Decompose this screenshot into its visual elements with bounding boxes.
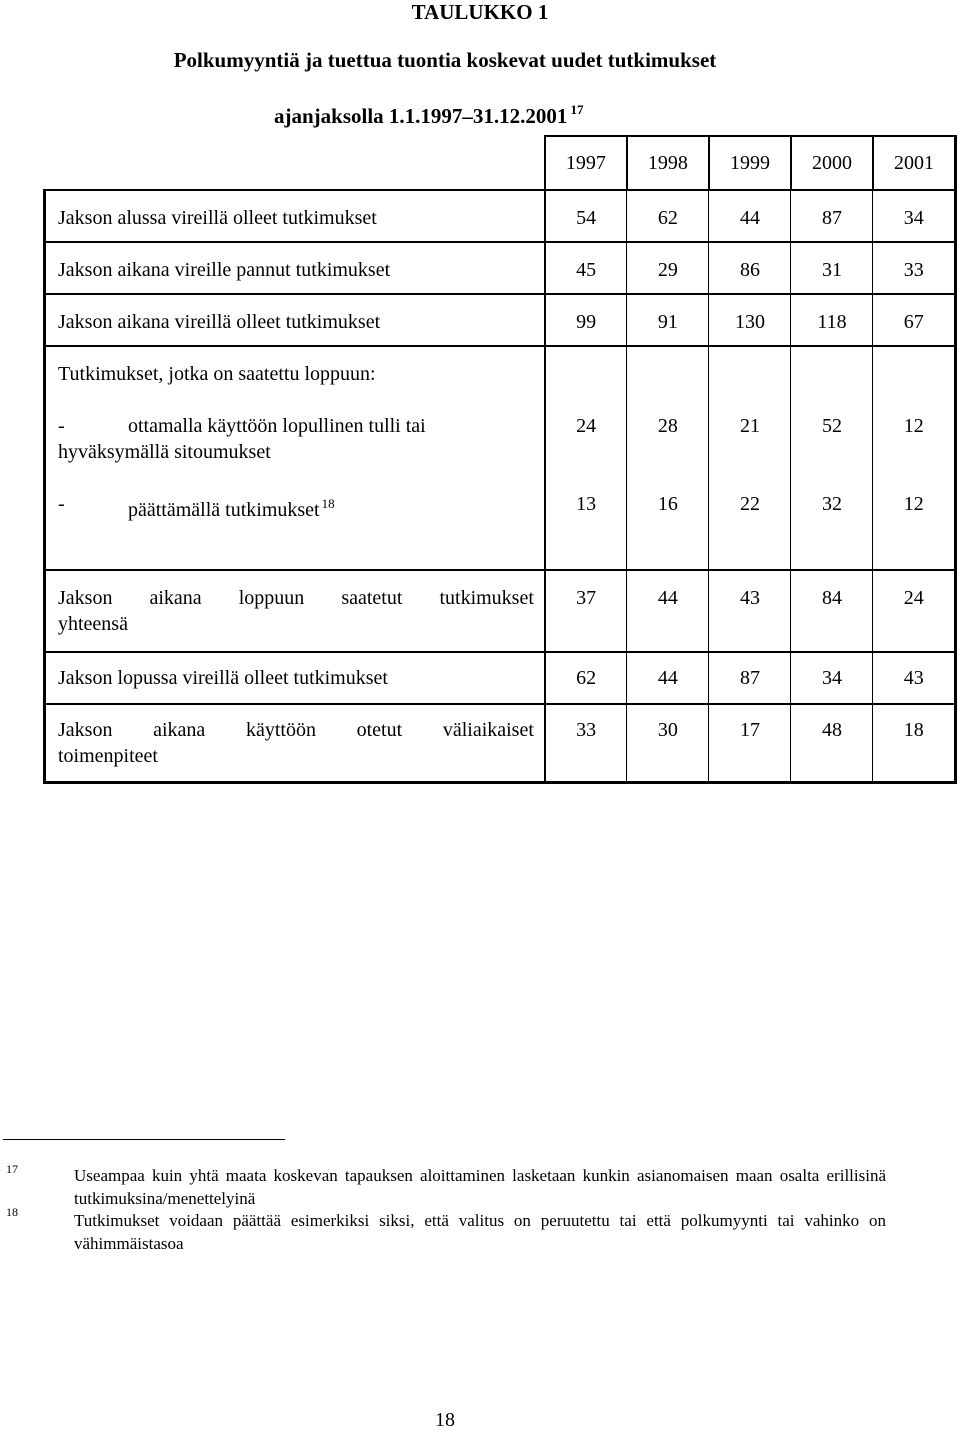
table-row [45,242,956,294]
year-header: 1999 [709,136,791,190]
footnote-mark: 18 [6,1205,18,1219]
value-cell: 87 [739,667,760,689]
value-cell: 18 [903,719,924,741]
table-period [274,98,583,128]
value-cell: 24 [576,415,597,437]
value-cell: 33 [903,259,924,281]
value-cell: 22 [739,493,760,515]
row-label-line: Jakson aikana loppuun saatetut tutkimukset [58,587,534,609]
list-dash: - [58,493,65,515]
row-label-line: Jakson aikana käyttöön otetut väliaikaiset [58,719,534,741]
sub-item-terminated [58,491,534,523]
table-row [45,704,956,783]
value-cell: 44 [657,587,678,609]
value-cell: 13 [576,493,597,515]
year-header: 1997 [545,136,627,190]
value-cell: 17 [739,719,760,741]
value-cell: 44 [739,207,760,229]
footnote-ref-18: 18 [321,496,335,511]
value-cell: 34 [821,667,842,689]
value-cell: 45 [576,259,597,281]
table-row [45,346,956,570]
value-cell: 99 [576,311,597,333]
row-label: Tutkimukset, jotka on saatettu loppuun: [58,363,376,385]
value-cell: 44 [657,667,678,689]
row-label [58,705,534,781]
value-cell: 43 [739,587,760,609]
year-header-row [45,136,956,190]
document-title: TAULUKKO 1 [411,0,549,24]
row-label: Jakson lopussa vireillä olleet tutkimukset [58,667,388,689]
value-cell: 86 [739,259,760,281]
value-cell: 84 [821,587,842,609]
value-cell: 48 [821,719,842,741]
value-cell: 34 [903,207,924,229]
footnote-text: Tutkimukset voidaan päättää esimerkiksi siksi, että valitus on peruutettu tai että polkumyynti tai vahinko on vähimmäistasoa [74,1211,886,1253]
value-cell: 16 [657,493,678,515]
table-row [45,294,956,346]
statistics-table [43,135,957,784]
year-header: 2001 [873,136,956,190]
value-cell: 54 [576,207,597,229]
value-cell: 33 [576,719,597,741]
value-cell: 30 [657,719,678,741]
row-label-line: yhteensä [58,613,128,635]
value-cell: 91 [657,311,678,333]
row-label: Jakson aikana vireillä olleet tutkimukset [58,311,381,333]
sub-item-line: ottamalla käyttöön lopullinen tulli tai [128,415,426,437]
value-cell: 130 [734,311,765,333]
value-cell: 37 [576,587,597,609]
table-row [45,190,956,242]
value-cell: 24 [903,587,924,609]
table-row [45,652,956,704]
list-dash: - [58,415,65,437]
value-cell: 87 [821,207,842,229]
value-cell: 21 [739,415,760,437]
year-header: 1998 [627,136,709,190]
value-cell: 12 [903,493,924,515]
value-cell: 62 [657,207,678,229]
row-label: Jakson aikana vireille pannut tutkimukset [58,259,391,281]
row-label: Jakson alussa vireillä olleet tutkimukset [58,207,377,229]
table-row [45,570,956,652]
value-cell: 28 [657,415,678,437]
value-cell: 29 [657,259,678,281]
sub-item-line: hyväksymällä sitoumukset [58,441,271,463]
value-cell: 67 [903,311,924,333]
value-cell: 12 [903,415,924,437]
year-header: 2000 [791,136,873,190]
value-cell: 31 [821,259,842,281]
value-cell: 32 [821,493,842,515]
footnote-text: Useampaa kuin yhtä maata koskevan tapauksen aloittaminen lasketaan kunkin asianomaisen maan osalta erillisinä tutkimuksina/menettelyinä [74,1166,886,1208]
header-blank-cell [45,136,545,190]
value-cell: 52 [821,415,842,437]
footnote-mark: 17 [6,1162,18,1176]
table-subtitle: Polkumyyntiä ja tuettua tuontia koskevat uudet tutkimukset [173,48,717,72]
row-label [58,571,534,651]
value-cell: 43 [903,667,924,689]
footnote-divider [3,1139,285,1140]
sub-item-line: päättämällä tutkimukset [128,499,320,521]
row-label-line: toimenpiteet [58,745,158,767]
sub-item-final-duty [58,413,534,465]
footnote-ref-17: 17 [570,102,584,117]
table-period-text: ajanjaksolla 1.1.1997–31.12.2001 [274,104,568,128]
value-cell: 118 [817,311,847,333]
page-number: 18 [435,1409,455,1431]
value-cell: 62 [576,667,597,689]
